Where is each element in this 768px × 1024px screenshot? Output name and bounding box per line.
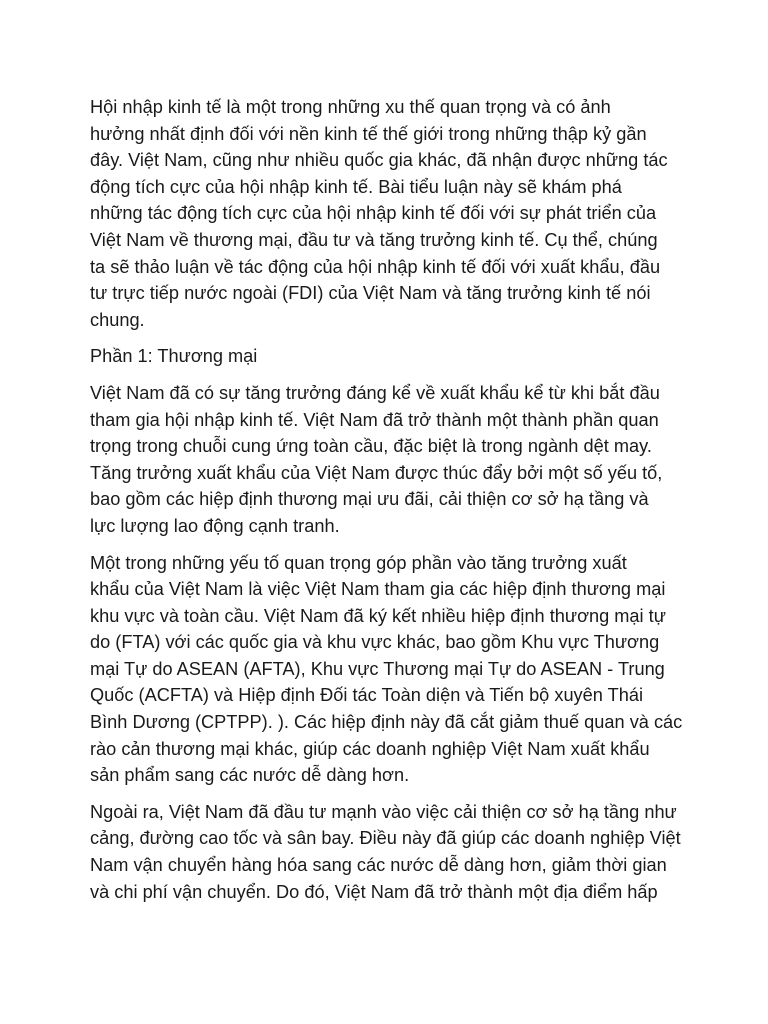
paragraph-line: Việt Nam về thương mại, đầu tư và tăng trưởng kinh tế. Cụ thể, chúng xyxy=(90,229,658,250)
paragraph-line: sản phẩm sang các nước dễ dàng hơn. xyxy=(90,765,410,786)
paragraph-line: động tích cực của hội nhập kinh tế. Bài tiểu luận này sẽ khám phá xyxy=(90,176,622,197)
paragraph-line: bao gồm các hiệp định thương mại ưu đãi, cải thiện cơ sở hạ tầng và xyxy=(90,489,649,510)
paragraph-line: Nam vận chuyển hàng hóa sang các nước dễ dàng hơn, giảm thời gian xyxy=(90,855,667,876)
paragraph-line: Ngoài ra, Việt Nam đã đầu tư mạnh vào việc cải thiện cơ sở hạ tầng như xyxy=(90,801,677,822)
paragraph-line: những tác động tích cực của hội nhập kinh tế đối với sự phát triển của xyxy=(90,203,657,224)
paragraph-line: đây. Việt Nam, cũng như nhiều quốc gia khác, đã nhận được những tác xyxy=(90,150,668,171)
section-heading-text: Phần 1: Thương mại xyxy=(90,346,258,367)
paragraph-line: Một trong những yếu tố quan trọng góp phần vào tăng trưởng xuất xyxy=(90,552,627,573)
agreements-paragraph xyxy=(90,550,690,789)
document-body xyxy=(90,94,690,915)
paragraph-line: khẩu của Việt Nam là việc Việt Nam tham gia các hiệp định thương mại xyxy=(90,579,666,600)
paragraph-line: mại Tự do ASEAN (AFTA), Khu vực Thương mại Tự do ASEAN - Trung xyxy=(90,658,665,679)
paragraph-line: tư trực tiếp nước ngoài (FDI) của Việt Nam và tăng trưởng kinh tế nói xyxy=(90,283,651,304)
trade-paragraph xyxy=(90,380,690,540)
paragraph-line: lực lượng lao động cạnh tranh. xyxy=(90,515,340,536)
paragraph-line: cảng, đường cao tốc và sân bay. Điều này đã giúp các doanh nghiệp Việt xyxy=(90,828,681,849)
paragraph-line: Việt Nam đã có sự tăng trưởng đáng kể về xuất khẩu kể từ khi bắt đầu xyxy=(90,382,660,403)
paragraph-line: ta sẽ thảo luận về tác động của hội nhập kinh tế đối với xuất khẩu, đầu xyxy=(90,256,661,277)
intro-paragraph xyxy=(90,94,690,333)
section-heading xyxy=(90,343,690,370)
paragraph-line: Tăng trưởng xuất khẩu của Việt Nam được thúc đẩy bởi một số yếu tố, xyxy=(90,462,663,483)
paragraph-line: do (FTA) với các quốc gia và khu vực khác, bao gồm Khu vực Thương xyxy=(90,632,660,653)
paragraph-line: rào cản thương mại khác, giúp các doanh nghiệp Việt Nam xuất khẩu xyxy=(90,738,650,759)
paragraph-line: Quốc (ACFTA) và Hiệp định Đối tác Toàn diện và Tiến bộ xuyên Thái xyxy=(90,685,643,706)
paragraph-line: chung. xyxy=(90,309,145,330)
paragraph-line: trọng trong chuỗi cung ứng toàn cầu, đặc biệt là trong ngành dệt may. xyxy=(90,436,652,457)
paragraph-line: hưởng nhất định đối với nền kinh tế thế giới trong những thập kỷ gần xyxy=(90,123,647,144)
infrastructure-paragraph xyxy=(90,799,690,905)
paragraph-line: Hội nhập kinh tế là một trong những xu thế quan trọng và có ảnh xyxy=(90,97,611,117)
paragraph-line: Bình Dương (CPTPP). ). Các hiệp định này đã cắt giảm thuế quan và các xyxy=(90,712,683,733)
paragraph-line: và chi phí vận chuyển. Do đó, Việt Nam đã trở thành một địa điểm hấp xyxy=(90,881,658,902)
paragraph-line: khu vực và toàn cầu. Việt Nam đã ký kết nhiều hiệp định thương mại tự xyxy=(90,605,666,626)
paragraph-line: tham gia hội nhập kinh tế. Việt Nam đã trở thành một thành phần quan xyxy=(90,409,659,430)
